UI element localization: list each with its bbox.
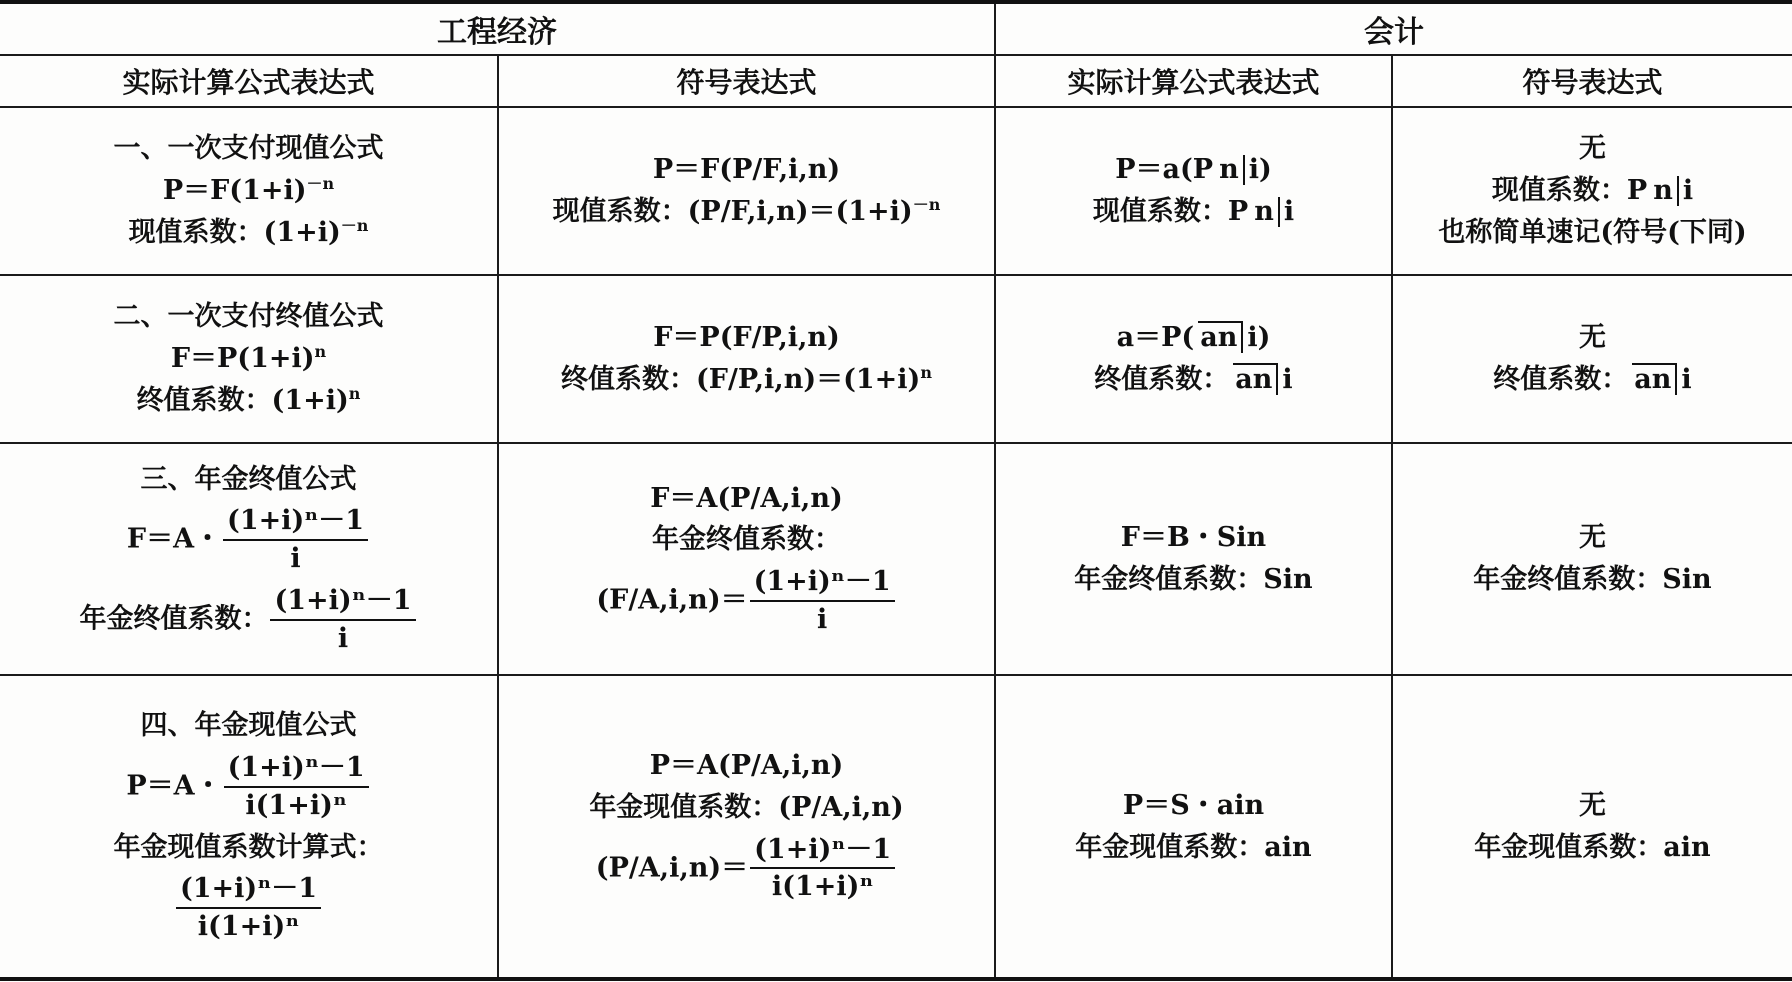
coefficient-label: 年金现值系数计算式： bbox=[113, 831, 384, 863]
cell-acct-symbol bbox=[1392, 275, 1792, 443]
fraction: $\frac{\text{(1+i)ⁿ－1}}{\text{i(1+i)ⁿ}}$ bbox=[176, 872, 321, 944]
table-row bbox=[0, 443, 1792, 675]
fraction: $\frac{\text{(1+i)ⁿ－1}}{\text{i(1+i)ⁿ}}$ bbox=[224, 751, 369, 823]
cell-acct-symbol bbox=[1392, 443, 1792, 675]
cell-acct-actual bbox=[995, 675, 1392, 979]
cell-econ-symbol bbox=[498, 107, 995, 275]
coefficient-expression: 现值系数：P n i bbox=[1491, 175, 1694, 207]
formula-expression: F＝B・Sin bbox=[1120, 522, 1267, 554]
group-header-accounting: 会计 bbox=[995, 2, 1792, 55]
symbol-expression: P＝A(P/A,i,n) bbox=[649, 750, 844, 781]
coefficient-expression: (F/A,i,n)＝ $\frac{\text{(1+i)ⁿ－1}}{i}$ bbox=[499, 565, 994, 637]
formula-expression: P＝a(P n i) bbox=[1115, 154, 1272, 186]
coefficient-expression: 终值系数： an i bbox=[1493, 364, 1692, 395]
column-header-econ-symbol: 符号表达式 bbox=[498, 55, 995, 107]
coefficient-label: 年金终值系数： bbox=[652, 524, 841, 556]
coefficient-expression: 终值系数：$(F/P,i,n)=(1+i)^n$ bbox=[561, 363, 932, 395]
formula-expression: $P=F(1+i)^{-n}$ bbox=[162, 174, 335, 207]
coefficient-expression: 终值系数：$(1+i)^n$ bbox=[136, 383, 361, 416]
cell-econ-symbol bbox=[498, 675, 995, 979]
fraction: $\frac{\text{(1+i)ⁿ－1}}{i}$ bbox=[223, 504, 368, 576]
group-header-row bbox=[0, 2, 1792, 55]
formula-title: 四、年金现值公式 bbox=[140, 710, 357, 742]
formula-expression: a＝P( an i) bbox=[1116, 322, 1271, 354]
group-header-economics: 工程经济 bbox=[0, 2, 995, 55]
coefficient-expression: 年金终值系数： $\frac{\text{(1+i)ⁿ－1}}{i}$ bbox=[0, 584, 497, 656]
table-row bbox=[0, 107, 1792, 275]
cell-econ-symbol bbox=[498, 275, 995, 443]
cell-econ-actual bbox=[0, 107, 498, 275]
coefficient-expression: 年金终值系数：Sin bbox=[1473, 564, 1712, 595]
coefficient-expression: (P/A,i,n)＝ $\frac{\text{(1+i)ⁿ－1}}{\text{i(1+i)ⁿ}}$ bbox=[499, 833, 994, 905]
fraction: $\frac{\text{(1+i)ⁿ－1}}{i}$ bbox=[750, 565, 895, 637]
coefficient-expression: 现值系数：P n i bbox=[1092, 196, 1295, 227]
fraction: $\frac{\text{(1+i)ⁿ－1}}{i}$ bbox=[270, 584, 415, 656]
column-header-acct-symbol: 符号表达式 bbox=[1392, 55, 1792, 107]
cell-acct-actual bbox=[995, 107, 1392, 275]
cell-econ-symbol bbox=[498, 443, 995, 675]
coefficient-label: 年金现值系数：(P/A,i,n) bbox=[589, 791, 904, 823]
formula-title: 二、一次支付终值公式 bbox=[113, 301, 384, 333]
formula-expression: P＝S・ain bbox=[1122, 789, 1265, 821]
table-row bbox=[0, 275, 1792, 443]
cell-acct-symbol bbox=[1392, 107, 1792, 275]
cell-econ-actual bbox=[0, 275, 498, 443]
formula-title: 一、一次支付现值公式 bbox=[113, 133, 384, 165]
column-header-econ-actual: 实际计算公式表达式 bbox=[0, 55, 498, 107]
coefficient-expression: 年金现值系数：ain bbox=[1474, 831, 1711, 863]
coefficient-expression: 现值系数：$(P/F,i,n)=(1+i)^{-n}$ bbox=[552, 195, 941, 227]
formula-expression: P＝A・ $\frac{\text{(1+i)ⁿ－1}}{\text{i(1+i)ⁿ}}$ bbox=[0, 751, 497, 823]
none-text: 无 bbox=[1579, 322, 1606, 354]
formula-expression: F＝A・ $\frac{\text{(1+i)ⁿ－1}}{i}$ bbox=[0, 504, 497, 576]
formula-expression: $F=P(1+i)^n$ bbox=[170, 342, 327, 375]
none-text: 无 bbox=[1579, 133, 1606, 165]
column-header-acct-actual: 实际计算公式表达式 bbox=[995, 55, 1392, 107]
coefficient-expression: 现值系数：$(1+i)^{-n}$ bbox=[128, 215, 369, 248]
none-text: 无 bbox=[1579, 789, 1606, 821]
coefficient-expression: 终值系数： an i bbox=[1094, 364, 1293, 395]
symbol-expression: P＝F(P/F,i,n) bbox=[652, 154, 841, 186]
fraction: $\frac{\text{(1+i)ⁿ－1}}{\text{i(1+i)ⁿ}}$ bbox=[750, 833, 895, 905]
coefficient-expression bbox=[0, 872, 497, 944]
symbol-expression: F＝A(P/A,i,n) bbox=[650, 482, 843, 514]
column-header-row bbox=[0, 55, 1792, 107]
symbol-expression: F＝P(F/P,i,n) bbox=[653, 322, 840, 354]
cell-acct-actual bbox=[995, 275, 1392, 443]
coefficient-expression: 年金终值系数：Sin bbox=[1074, 564, 1313, 595]
cell-econ-actual bbox=[0, 443, 498, 675]
formula-title: 三、年金终值公式 bbox=[140, 463, 357, 495]
cell-acct-actual bbox=[995, 443, 1392, 675]
table-row bbox=[0, 675, 1792, 979]
cell-acct-symbol bbox=[1392, 675, 1792, 979]
cell-econ-actual bbox=[0, 675, 498, 979]
none-text: 无 bbox=[1579, 522, 1606, 554]
coefficient-expression: 年金现值系数：ain bbox=[1075, 831, 1312, 863]
note-text: 也称简单速记(符号(下同) bbox=[1438, 216, 1747, 248]
